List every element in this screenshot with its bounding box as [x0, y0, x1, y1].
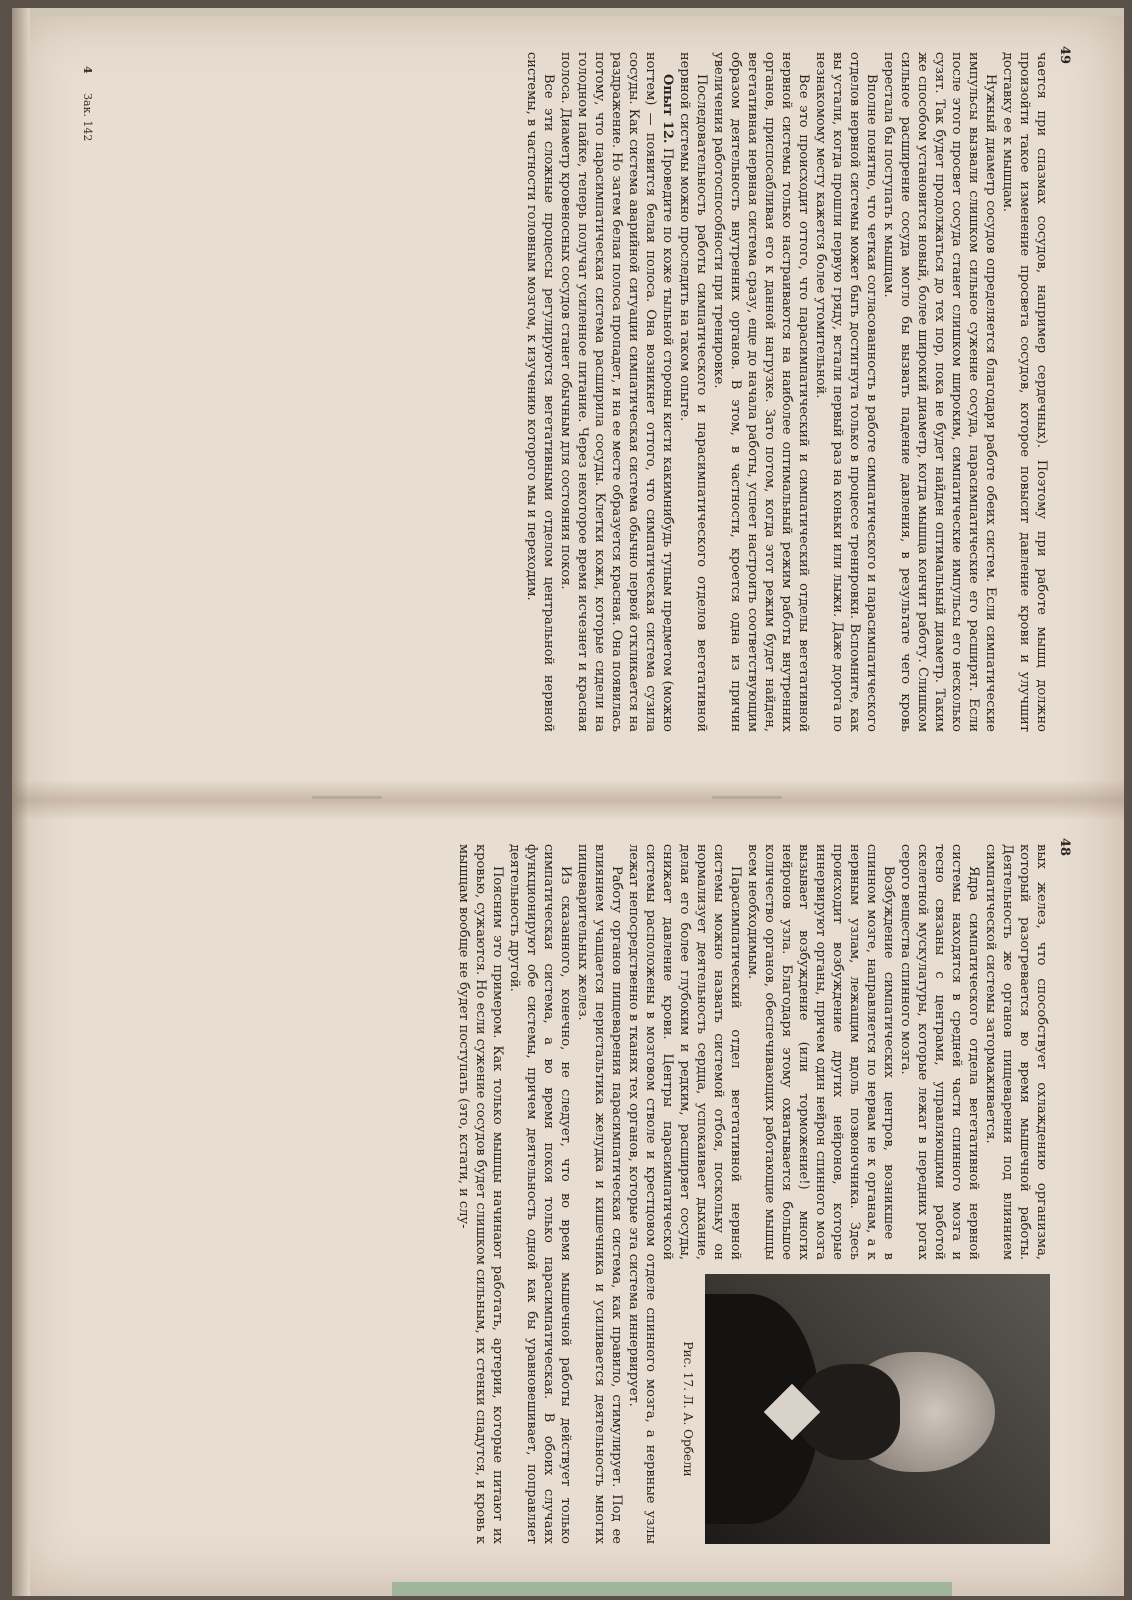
figure-portrait	[681, 1274, 1050, 1544]
page-number: 49	[1057, 46, 1072, 65]
signature-note: Зак. 142	[81, 93, 94, 142]
page-text	[523, 52, 1050, 732]
paragraph: Работу органов пищеварения парасимпатическая система, как правило, стимулирует. Под ее влиянием учащается перистальтика желудка и кишечника и усиливается деятельность многих пищеварительных желез.	[575, 844, 624, 1544]
page-text	[455, 844, 1050, 1544]
binding-stitch	[712, 796, 782, 799]
paragraph: чается при спазмах сосудов, например сердечных). Поэтому при работе мышц должно произойти такое изменение просвета сосудов, которое повысит давление крови и улучшит доставку ее к мышцам.	[1000, 52, 1049, 732]
page-49	[68, 26, 1078, 754]
experiment-text: Проведите по коже тыльной стороны кисти какимнибудь тупым предметом (можно ногтем) — появится белая полоса. Она возникнет оттого, что симпатическая система сузила сосуды. Как система аварийной ситуации симпатическая система обычно первой откликается на раздражение. Но затем белая полоса пропадет, и на ее месте образуется красная. Она появилась потому, что парасимпатическая система расширила сосуды. Клетки кожи, которые сидели на голодном пайке, теперь получат усиленное питание. Через некоторое время исчезнет и красная полоса. Диаметр кровеносных сосудов станет обычным для состояния покоя.	[558, 52, 675, 732]
book-top-edge	[12, 8, 1124, 16]
paragraph: Все эти сложные процессы регулируются вегетативными отделом центральной нервной системы, в частности головным мозгом, к изучению которого мы и переходим.	[524, 52, 556, 732]
cover-strip	[392, 1582, 952, 1596]
binding-stitch	[312, 796, 382, 799]
signature-number: 4	[81, 66, 94, 74]
paragraph: Последовательность работы симпатического и парасимпатического отделов вегетативной нервной системы можно проследить на таком опыте.	[677, 52, 709, 732]
paragraph: Возбуждение симпатических центров, возникшее в спинном мозге, направляется по нервам не к органам, а к нервным узлам, лежащим вдоль позвоночника. Здесь происходит возбуждение других нейронов, которые иннервируют органы, причем один нейрон спинного мозга вызывает возбуждение (или торможение!) многих нейронов узла. Благодаря этому охватывается большое количество органов, обеспечивающих работающие мышцы всем необходимым.	[745, 844, 896, 1260]
experiment-paragraph	[557, 52, 676, 732]
printer-signature	[81, 66, 94, 141]
paragraph: Все это происходит оттого, что парасимпатический и симпатический отделы вегетативной нервной системы только настраиваются на наиболее оптимальный режим работы внутренних органов, приспосабливая его к данной нагрузке. Зато потом, когда этот режим будет найден, вегетативная нервная система сразу, еще до начала работы, успеет настроить соответствующим образом деятельность внутренних органов. В этом, в частности, кроется одна из причин увеличения работоспособности при тренировке.	[711, 52, 811, 732]
book-spine	[12, 780, 1124, 820]
paragraph: Из сказанного, конечно, не следует, что во время мышечной работы действует только симпатическая система, а во время покоя только парасимпатическая. В обоих случаях функционируют обе системы, причем деятельность одной как бы уравновешивает, поправляет деятельность другой.	[507, 844, 573, 1544]
page-48	[68, 818, 1078, 1568]
paragraph: Вполне понятно, что четкая согласованность в работе симпатического и парасимпатического отделов нервной системы может быть достигнута только в процессе тренировки. Вспомните, как вы устали, когда прошли первую гряду, встали первый раз на коньки или лыжи. Даже дорога по незнакомому месту кажется более утомительной.	[813, 52, 879, 732]
paragraph: Парасимпатический отдел вегетативной нервной системы можно назвать системой отбоя, поскольку он нормализует деятельность сердца, успокаивает дыхание, делая его более глубоким и редким, расширяет сосуды, снижает давление крови. Центры парасимпатической системы расположены в мозговом стволе и крестцовом отделе спинного мозга, а нервные узлы лежат непосредственно в тканях тех органов, которые эта система иннервирует.	[626, 844, 743, 1544]
experiment-label: Опыт 12.	[660, 74, 675, 144]
paragraph: вых желез, что способствует охлаждению организма, который разогревается во время мышечной работы. Деятельность же органов пищеварения под влиянием симпатической системы затормаживается.	[983, 844, 1049, 1260]
portrait-photo	[705, 1274, 1050, 1544]
paragraph: Ядра симпатического отдела вегетативной нервной системы находятся в средней части спинного мозга и тесно связаны с центрами, управляющими работой скелетной мускулатуры, которые лежат в передних рогах серого вещества спинного мозга.	[898, 844, 981, 1260]
paragraph: Нужный диаметр сосудов определяется благодаря работе обеих систем. Если симпатические импульсы вызвали слишком сильное сужение сосуда, парасимпатические его расширят. Если после этого просвет сосуда станет слишком широким, симпатические импульсы его несколько сузят. Так будет продолжаться до тех пор, пока не будет найден оптимальный диаметр. Таким же способом установится новый, более широкий диаметр, когда мышца кончит работу. Слишком сильное расширение сосуда могло бы вызвать падение давления, в результате чего кровь перестала бы поступать к мышцам.	[881, 52, 998, 732]
page-number: 48	[1057, 838, 1072, 857]
paragraph: Поясним это примером. Как только мышцы начинают работать, артерии, которые питают их кровью, сужаются. Но если сужение сосудов будет слишком сильным, их стенки спадутся, и кровь к мышцам вообще не будет поступать (это, кстати, и слу-	[456, 844, 505, 1544]
figure-caption: Рис. 17. Л. А. Орбели	[681, 1341, 695, 1477]
